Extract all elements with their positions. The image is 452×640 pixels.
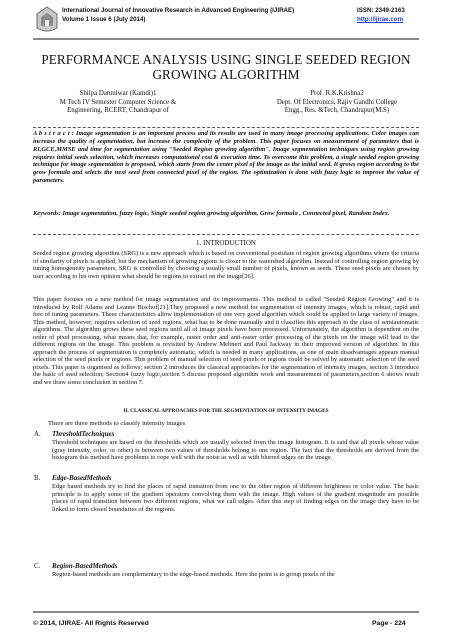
author-2-name: Prof. R.K.Krishna2 [310,90,364,97]
intro-paragraph-2: This paper focuses on a new method for image segmentation and its improvements. This method is called "Seeded Region Growing" and it is introduced by Rolf Adams and Leanne Bischof[21].They proposed a new method for segmentation of intensity images, which is robust, rapid and free of tuning parameters. These characteristics allow implementation of one very good algorithm which could be applied to large variety of images. This method, however, requires selection of seed regions, what has to be done manually and it classifies this approach to the class of semiautomatic algorithms. The algorithm grows these seed regions until all of image pixels have been processed. Unfortunately, the algorithm is dependent on the order of pixel processing, what means that, for example, raster order and anti-raster order processing of the pixels on the image will lead to the different regions on the image. This problem is revisited by Andrew Mehnert and Paul Jackway in their improved version of algorithm. In this approach the process of segmentation is completely automatic, which is needed in many applications, as one of main disadvantages appears manual selection of the seed pixels or regions. This problem of manual selection of seed pixels or regions could be solved by automatic selection of the seed pixels. This paper is organised as follows; section 2 introduces the classical approaches for the segmentation of intensity images, section 3 introduce the basic of seed selection; Section4 fuzzy logic,section 5 discuss proposed algorithm work and measurement of parameters,section 6 shows result and we draw some conclusion in section 7. [33,296,419,387]
journal-url-link[interactable]: http://ijirae.com [357,16,404,23]
intro-paragraph-1: Seeded region growing algorithm (SRG) is a new approach which is based on conventional postulate of region growing algorithms where the criteria of similarity of pixels is applied, but the mechanism of growing regions is closer to the watershed algorithm. Instead of controlling region growing by tuning homogeneity parameters, SRG is controlled by choosing a usually small number of pixels, known as seeds. These seed pixels are chosen by user according to his own opinion what should be regions to extract on the image[26]. [33,250,419,280]
subsection-text: Edge based methods try to find the places of rapid transition from one to the other region of different brightness or color value. The basic principle is to apply some of the gradient operators convolving them with the image. High values of the gradient magnitude are possible places of rapid transition between two different regions, what we call edges. After this step of finding edges on the image they have to be linked to form closed boundaries of the regions. [52,483,419,513]
journal-name: International Journal of Innovative Research in Advanced Engineering (IJIRAE) [62,7,295,14]
journal-issn: ISSN: 2349-2163 [357,7,405,14]
subsection-edge-based [34,474,419,513]
section-2-heading: II. CLASSICAL APPROACHES FOR THE SEGMENTATION OF INTENSITY IMAGES [123,408,329,414]
divider-dashed [33,127,419,128]
footer-copyright: © 2014, IJIRAE- All Rights Reserved [33,620,149,627]
journal-header [0,0,452,46]
subsection-title: Region-BasedMethods [52,562,118,570]
journal-volume: Volume 1 Issue 6 (July 2014) [62,16,146,23]
section-1-heading: 1. INTRODUCTION [196,239,256,247]
paper-title: PERFORMANCE ANALYSIS USING SINGLE SEEDED REGION GROWING ALGORITHM [41,52,411,82]
author-2-affiliation: Dept. Of Electronics, Rajiv Gandhi College [276,98,398,106]
header-rule [33,38,419,40]
subsection-text: Threshold techniques are based on the thresholds which are usually selected from the image histogram. It is said that all pixels whose value (gray intensity, color, or other) is between two values of thresholds belong to one region. The fact that the thresholds are derived from the histogram this method have problems to cope well with the noise as well as with blurred edges on the image. [52,439,419,462]
footer-rule [33,611,419,613]
subsection-text: Region-based methods are complementary to the edge-based methods. Here the point is to group pixels of the [52,571,335,578]
keywords: Keywords: Image segmentation, fuzzy logic, Single seeded region growing algorithm, Grow formula , Connected pixel, Random Index. [33,210,390,217]
author-2-institute: Engg., Res. &Tech, Chandrapur(M.S) [284,107,390,115]
subsection-region-based [34,562,419,579]
subsection-title: ThresholdTechniques [52,430,115,438]
author-1-affiliation: M Tech IV Semester Computer Science & [59,98,177,106]
author-1-name: Shilpa Dantulwar (Kamdi)1 [79,90,157,97]
abstract-text: Image segmentation is an important process and its results are used in many image processing applications. Color images can increase the quality of segmentation, but increase the complexity of the problem. This paper focuses on measurement of parameters that is RI,GCE,MMSE and time for segmentation using "Seeded Region growing algorithm". Image segmentation techniques using region growing requires initial seeds selection, which increases computational cost & execution time. To overcome this problem, a single seeded region growing technique for image segmentation is proposed, which starts from the center pixel of the image as the initial seed. It grows region according to the grow formula and selects the next seed from connected pixel of the region. The optimization is done with fuzzy logic to improve the value of parameters. [33,130,420,185]
author-1-institute: Engineering, RCERT, Chandrapur of [67,107,169,115]
journal-logo-icon [35,6,59,34]
section-2-intro: There are three methods to classify intensity images [48,420,186,427]
author-block-2 [262,90,412,116]
abstract-label: A b s t r a c t : [33,130,74,137]
subsection-threshold [34,430,419,462]
subsection-letter: B. [34,474,41,482]
divider-dashed [33,234,419,235]
footer-page-number: Page - 224 [372,620,406,627]
author-block-1 [38,90,198,116]
abstract [33,130,419,185]
subsection-letter: C. [34,562,41,570]
subsection-title: Edge-BasedMethods [52,474,112,482]
subsection-letter: A. [34,430,41,438]
